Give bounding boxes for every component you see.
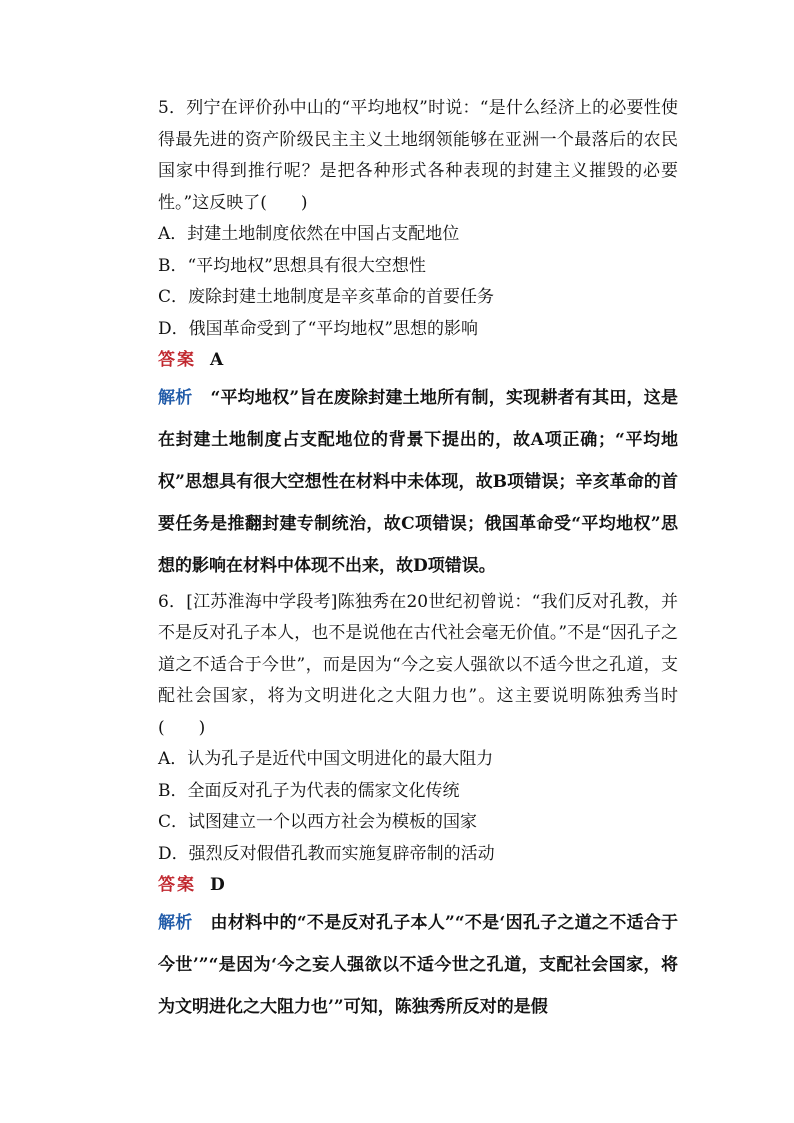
question-5-option-d: D．俄国革命受到了“平均地权”思想的影响 [158, 318, 479, 339]
question-5-answer [158, 345, 678, 377]
analysis-label: 解析 [158, 387, 193, 408]
analysis-text: “平均地权”旨在废除封建土地所有制，实现耕者有其田，这是在封建土地制度占支配地位的背景下提出的，故A项正确；“平均地权”思想具有很大空想性在材料中未体现，故B项错误；辛亥革命的首要任务是推翻封建专制统治，故C项错误；俄国革命受“平均地权”思想的影响在材料中体现不出来，故D项错误。 [158, 387, 679, 576]
answer-label: 答案 [158, 875, 196, 895]
question-6-option-b: B．全面反对孔子为代表的儒家文化传统 [158, 780, 460, 801]
question-5-analysis [158, 377, 678, 587]
answer-value: D [210, 875, 225, 895]
analysis-label: 解析 [158, 912, 193, 933]
question-5-option-b: B．“平均地权”思想具有很大空想性 [158, 255, 426, 276]
question-6-option-d: D．强烈反对假借孔教而实施复辟帝制的活动 [158, 843, 495, 864]
question-6-option-c: C．试图建立一个以西方社会为模板的国家 [158, 812, 478, 832]
answer-label: 答案 [158, 350, 196, 370]
answer-value: A [210, 350, 224, 370]
question-6-option-a: A．认为孔子是近代中国文明进化的最大阻力 [158, 749, 494, 769]
question-6-analysis [158, 902, 678, 1028]
document-content [158, 93, 678, 1028]
question-6-stem: 6．[江苏淮海中学段考]陈独秀在20世纪初曾说：“我们反对孔教，并不是反对孔子本人，也不是说他在古代社会毫无价值。”不是“因孔子之道之不适合于今世”，而是因为“今之妄人强欲以不适今世之孔道，支配社会国家，将为文明进化之大阻力也”。这主要说明陈独秀当时( ) [158, 591, 678, 738]
analysis-text: 由材料中的“不是反对孔子本人”“不是‘因孔子之道之不适合于今世’”“是因为‘今之妄人强欲以不适今世之孔道，支配社会国家，将为文明进化之大阻力也’”可知，陈独秀所反对的是假 [158, 912, 679, 1017]
question-5-option-c: C．废除封建土地制度是辛亥革命的首要任务 [158, 287, 495, 307]
question-5-option-a: A．封建土地制度依然在中国占支配地位 [158, 224, 460, 244]
question-5-stem: 5．列宁在评价孙中山的“平均地权”时说：“是什么经济上的必要性使得最先进的资产阶级民主主义土地纲领能够在亚洲一个最落后的农民国家中得到推行呢？是把各种形式各种表现的封建主义摧毁的必要性。”这反映了( ) [158, 98, 678, 213]
question-6-answer [158, 870, 678, 902]
